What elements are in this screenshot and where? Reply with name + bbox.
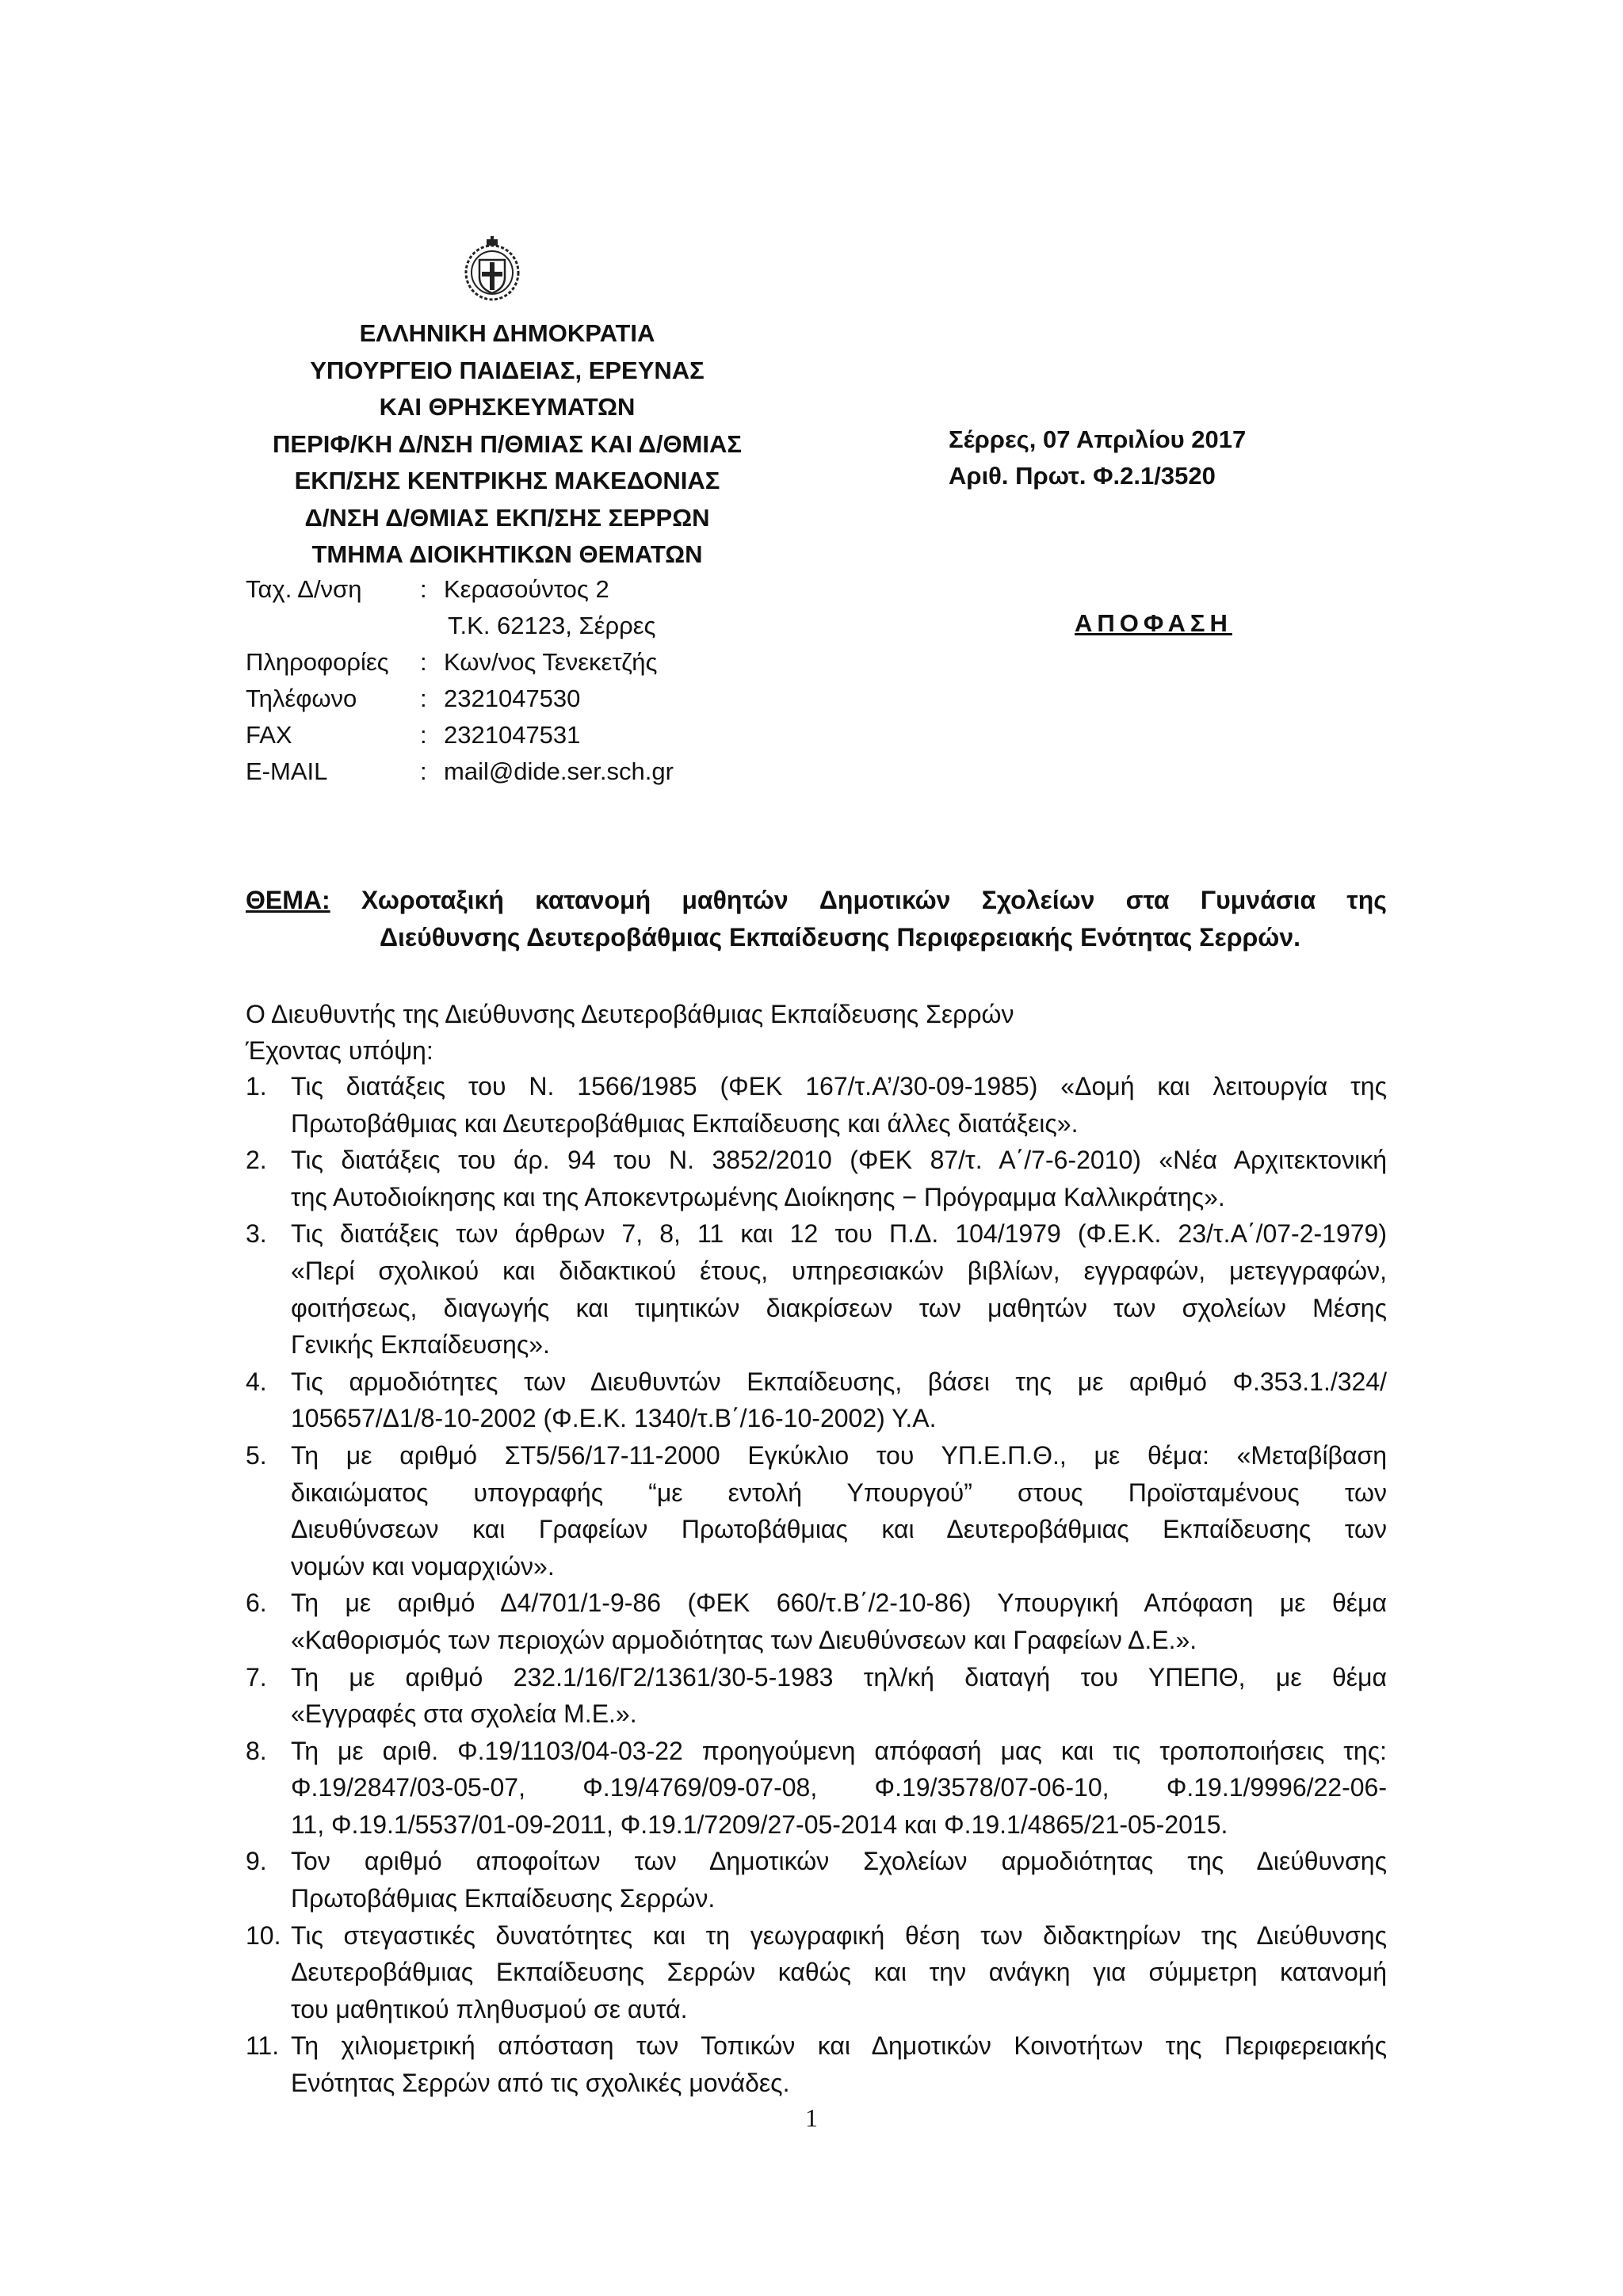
item-line: Τη με αριθ. Φ.19/1103/04-03-22 προηγούμενη απόφασή μας και τις τροποποιήσεις της: [291,1736,1387,1765]
subject-word: της [1346,886,1387,914]
email-row [246,753,800,790]
separator: : [420,757,427,785]
item-text [291,1659,1387,1733]
coat-of-arms-icon [462,236,522,303]
item-line: «Εγγραφές στα σχολεία Μ.Ε.». [291,1699,637,1729]
separator: : [420,648,427,676]
protocol-number: Αριθ. Πρωτ. Φ.2.1/3520 [949,462,1216,490]
org-line-3: ΚΑΙ ΘΡΗΣΚΕΥΜΑΤΩΝ [379,393,636,421]
subject-word: Σχολείων [981,886,1095,914]
item-line: Δευτεροβάθμιας Εκπαίδευσης Σερρών καθώς και την ανάγκη για σύμμετρη κατανομή [291,1958,1387,1987]
contact-details [246,571,800,790]
info-row [246,644,800,681]
date-protocol-block [949,421,1392,494]
item-line: Τη με αριθμό ΣΤ5/56/17-11-2000 Εγκύκλιο του ΥΠ.Ε.Π.Θ., με θέμα: «Μεταβίβαση [291,1440,1387,1470]
item-line: Τις στεγαστικές δυνατότητες και τη γεωγραφική θέση των διδακτηρίων της Διεύθυνσης [291,1920,1387,1950]
info-value: Κων/νος Τενεκετζής [444,648,658,676]
separator: : [420,721,427,749]
decision-title: ΑΠΟΦΑΣΗ [1075,609,1232,637]
item-number: 9. [246,1847,267,1876]
item-text [291,1733,1387,1844]
item-text [291,1068,1387,1142]
item-line: Τις αρμοδιότητες των Διευθυντών Εκπαίδευσης, βάσει της με αριθμό Φ.353.1./324/ [291,1367,1387,1396]
intro-block [246,996,1387,1069]
info-label: Πληροφορίες [246,648,389,676]
item-line: του μαθητικού πληθυσμού σε αυτά. [291,1994,688,2023]
subject-block [246,882,1387,956]
address-line-2: Τ.Κ. 62123, Σέρρες [448,612,656,639]
item-text [291,1917,1387,2028]
item-text [291,1437,1387,1585]
item-line: «Καθορισμός των περιοχών αρμοδιότητας των Διευθύνσεων και Γραφείων Δ.Ε.». [291,1625,1197,1654]
list-item [246,1659,1387,1733]
list-item [246,1142,1387,1215]
item-line: 105657/Δ1/8-10-2002 (Φ.Ε.Κ. 1340/τ.Β΄/16-10-2002) Υ.Α. [291,1404,937,1433]
org-line-2: ΥΠΟΥΡΓΕΙΟ ΠΑΙΔΕΙΑΣ, ΕΡΕΥΝΑΣ [310,356,705,384]
list-item [246,1585,1387,1658]
item-number: 4. [246,1367,267,1396]
phone-row [246,681,800,717]
considerations-list [246,1068,1387,2102]
email-value: mail@dide.ser.sch.gr [444,757,674,785]
address-row [246,571,800,608]
org-line-1: ΕΛΛΗΝΙΚΗ ΔΗΜΟΚΡΑΤΙΑ [359,319,655,347]
subject-word: στα [1125,886,1170,914]
item-line: Γενικής Εκπαίδευσης». [291,1330,550,1360]
item-number: 10. [246,1920,281,1950]
list-item [246,1843,1387,1917]
list-item [246,1917,1387,2028]
separator: : [420,575,427,603]
item-line: Τις διατάξεις του Ν. 1566/1985 (ΦΕΚ 167/τ.Α’/30-09-1985) «Δομή και λειτουργία της [291,1072,1387,1100]
item-line: Τη χιλιομετρική απόσταση των Τοπικών και Δημοτικών Κοινοτήτων της Περιφερειακής [291,2031,1387,2061]
item-number: 8. [246,1736,267,1765]
item-number: 5. [246,1440,267,1470]
item-number: 3. [246,1219,267,1249]
phone-label: Τηλέφωνο [246,685,357,712]
item-line: Πρωτοβάθμιας Εκπαίδευσης Σερρών. [291,1884,716,1913]
org-line-6: Δ/ΝΣΗ Δ/ΘΜΙΑΣ ΕΚΠ/ΣΗΣ ΣΕΡΡΩΝ [304,503,710,532]
intro-line-2: Έχοντας υπόψη: [246,1036,433,1065]
item-line: Ενότητας Σερρών από τις σχολικές μονάδες. [291,2069,790,2098]
list-item [246,2027,1387,2101]
item-text [291,1363,1387,1437]
item-line: Τον αριθμό αποφοίτων των Δημοτικών Σχολείων αρμοδιότητας της Διεύθυνσης [291,1847,1387,1876]
item-number: 7. [246,1662,267,1691]
item-line: Τις διατάξεις των άρθρων 7, 8, 11 και 12 του Π.Δ. 104/1979 (Φ.Ε.Κ. 23/τ.Α΄/07-2-1979) [291,1219,1387,1249]
item-text [291,1215,1387,1363]
item-line: Φ.19/2847/03-05-07, Φ.19/4769/09-07-08, Φ.19/3578/07-06-10, Φ.19.1/9996/22-06- [291,1773,1387,1802]
item-line: 11, Φ.19.1/5537/01-09-2011, Φ.19.1/7209/27-05-2014 και Φ.19.1/4865/21-05-2015. [291,1810,1228,1839]
subject-label: ΘΕΜΑ: [246,886,330,914]
org-line-5: ΕΚΠ/ΣΗΣ ΚΕΝΤΡΙΚΗΣ ΜΑΚΕΔΟΝΙΑΣ [294,467,720,494]
item-line: της Αυτοδιοίκησης και της Αποκεντρωμένης Διοίκησης − Πρόγραμμα Καλλικράτης». [291,1182,1225,1211]
separator: : [420,685,427,712]
item-text [291,2027,1387,2101]
item-line: Διευθύνσεων και Γραφείων Πρωτοβάθμιας και Δευτεροβάθμιας Εκπαίδευσης των [291,1515,1387,1544]
item-text [291,1142,1387,1215]
item-number: 2. [246,1146,267,1175]
org-line-4: ΠΕΡΙΦ/ΚΗ Δ/ΝΣΗ Π/ΘΜΙΑΣ ΚΑΙ Δ/ΘΜΙΑΣ [273,429,742,458]
item-line: «Περί σχολικού και διδακτικού έτους, υπηρεσιακών βιβλίων, εγγραφών, μετεγγραφών, [291,1256,1387,1285]
list-item [246,1733,1387,1844]
phone-value: 2321047530 [444,685,581,712]
item-line: δικαιώματος υπογραφής “με εντολή Υπουργού” στους Προϊσταμένους των [291,1478,1387,1507]
fax-value: 2321047531 [444,721,581,749]
page-number: 1 [805,2103,818,2132]
item-line: Τη με αριθμό Δ4/701/1-9-86 (ΦΕΚ 660/τ.Β΄/2-10-86) Υπουργική Απόφαση με θέμα [291,1589,1387,1618]
list-item [246,1068,1387,1142]
list-item [246,1363,1387,1437]
subject-word: μαθητών [682,886,789,914]
item-line: φοιτήσεως, διαγωγής και τιμητικών διακρίσεων των μαθητών των σχολείων Μέσης [291,1293,1387,1322]
org-line-7: ΤΜΗΜΑ ΔΙΟΙΚΗΤΙΚΩΝ ΘΕΜΑΤΩΝ [311,540,703,568]
fax-row [246,717,800,753]
item-line: νομών και νομαρχιών». [291,1551,555,1581]
item-line: Τις διατάξεις του άρ. 94 του Ν. 3852/2010 (ΦΕΚ 87/τ. Α΄/7-6-2010) «Νέα Αρχιτεκτονική [291,1146,1387,1175]
list-item [246,1437,1387,1585]
item-number: 6. [246,1589,267,1618]
subject-word: κατανομή [535,886,651,914]
subject-word: Γυμνάσια [1200,886,1316,914]
item-line: Τη με αριθμό 232.1/16/Γ2/1361/30-5-1983 τηλ/κή διαταγή του ΥΠΕΠΘ, με θέμα [291,1662,1387,1691]
email-label: E-MAIL [246,757,328,785]
item-text [291,1585,1387,1658]
subject-line-1 [246,882,1387,919]
issuing-authority [238,315,777,574]
subject-word: Δημοτικών [819,886,951,914]
item-text [291,1843,1387,1917]
document-date: Σέρρες, 07 Απριλίου 2017 [949,425,1247,453]
item-number: 11. [246,2031,280,2061]
item-number: 1. [246,1072,267,1100]
subject-line-2: Διεύθυνσης Δευτεροβάθμιας Εκπαίδευσης Περιφερειακής Ενότητας Σερρών. [380,923,1300,952]
address-line-1: Κερασούντος 2 [444,575,609,603]
address-label: Ταχ. Δ/νση [246,575,362,603]
fax-label: FAX [246,721,292,749]
item-line: Πρωτοβάθμιας και Δευτεροβάθμιας Εκπαίδευσης και άλλες διατάξεις». [291,1108,1079,1138]
list-item [246,1215,1387,1363]
intro-line-1: Ο Διευθυντής της Διεύθυνσης Δευτεροβάθμιας Εκπαίδευσης Σερρών [246,1000,1014,1028]
subject-word: Χωροταξική [361,886,504,914]
